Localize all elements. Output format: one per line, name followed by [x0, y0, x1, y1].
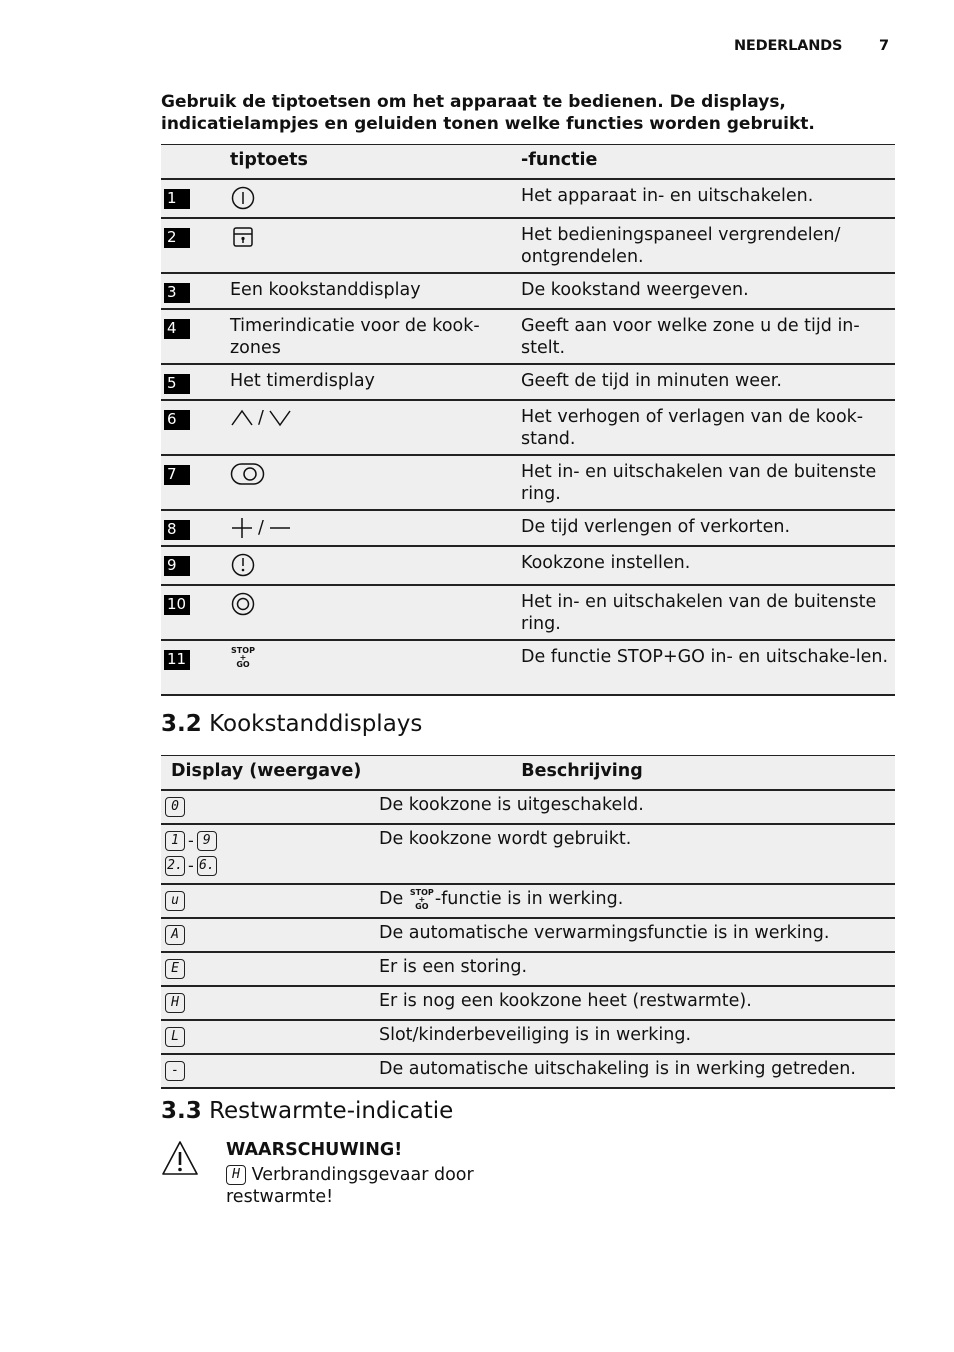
row-number: 2 — [164, 228, 190, 248]
slash-separator: / — [258, 518, 264, 538]
key-cell — [230, 546, 521, 585]
table-row — [161, 918, 895, 952]
function-cell: Geeft de tijd in minuten weer. — [521, 364, 895, 400]
segment-display: 9 — [197, 831, 217, 851]
function-cell: Kookzone instellen. — [521, 546, 895, 585]
table-row — [161, 790, 895, 824]
intro-text: Gebruik de tiptoetsen om het apparaat te bedienen. De displays, indicatielampjes en geluiden tonen welke functies worden gebruikt. — [161, 92, 815, 134]
table-row — [161, 364, 895, 400]
table-row — [161, 309, 895, 364]
key-cell — [230, 179, 521, 218]
segment-display: H — [226, 1165, 246, 1185]
description-cell: Er is een storing. — [379, 952, 895, 986]
table-row — [161, 1020, 895, 1054]
slash-separator: / — [258, 408, 264, 428]
header-display: Display (weergave) — [161, 756, 379, 791]
row-number: 5 — [164, 374, 190, 394]
row-number: 8 — [164, 520, 190, 540]
row-number: 3 — [164, 283, 190, 303]
chevron-down-icon — [268, 406, 292, 430]
table-row — [161, 585, 895, 640]
description-cell: Er is nog een kookzone heet (restwarmte). — [379, 986, 895, 1020]
key-cell — [230, 400, 521, 455]
go-text: GO — [236, 659, 250, 669]
minus-icon — [268, 516, 292, 540]
page-header — [0, 38, 954, 58]
go-text: GO — [415, 901, 429, 911]
key-cell: Het timerdisplay — [230, 364, 521, 400]
double-ring-icon — [230, 591, 256, 617]
range-separator: - — [188, 831, 194, 850]
table-row — [161, 986, 895, 1020]
page-number: 7 — [879, 38, 890, 54]
row-number: 6 — [164, 410, 190, 430]
description-cell: De kookzone is uitgeschakeld. — [379, 790, 895, 824]
row-number: 10 — [164, 595, 190, 615]
function-cell: De kookstand weergeven. — [521, 273, 895, 309]
table-row — [161, 400, 895, 455]
function-cell: Het verhogen of verlagen van de kook-stand. — [521, 400, 895, 455]
function-cell: Geeft aan voor welke zone u de tijd in-stelt. — [521, 309, 895, 364]
table-row — [161, 273, 895, 309]
plus-icon — [230, 516, 254, 540]
key-cell: Een kookstanddisplay — [230, 273, 521, 309]
function-cell: De tijd verlengen of verkorten. — [521, 510, 895, 546]
stop-text: STOP — [409, 887, 434, 897]
stop-text: STOP — [231, 645, 255, 655]
segment-display: 0 — [165, 797, 185, 817]
segment-display: u — [165, 891, 185, 911]
range-separator: - — [188, 856, 194, 875]
warning-title: WAARSCHUWING! — [226, 1140, 403, 1160]
controls-table — [161, 144, 895, 696]
key-cell — [230, 640, 521, 695]
segment-display: E — [165, 959, 185, 979]
description-cell: De kookzone wordt gebruikt. — [379, 824, 895, 884]
chevron-up-icon — [230, 406, 254, 430]
key-cell — [230, 510, 521, 546]
timer-icon — [230, 552, 256, 578]
function-cell: Het apparaat in- en uitschakelen. — [521, 179, 895, 218]
key-cell — [230, 585, 521, 640]
warning-triangle-icon — [161, 1140, 199, 1176]
table-row — [161, 546, 895, 585]
key-cell — [230, 455, 521, 510]
display-table-header — [161, 756, 895, 791]
row-number: 7 — [164, 465, 190, 485]
section-number: 3.3 — [161, 1098, 202, 1124]
stop-go-icon — [230, 647, 256, 668]
key-cell: Timerindicatie voor de kook-zones — [230, 309, 521, 364]
segment-display: 2. — [165, 856, 185, 876]
section-title: Kookstanddisplays — [209, 711, 423, 737]
table-row — [161, 884, 895, 918]
language-label: NEDERLANDS — [734, 38, 843, 54]
stop-go-icon — [409, 889, 435, 910]
function-cell: Het in- en uitschakelen van de buitenste ring. — [521, 585, 895, 640]
table-row — [161, 218, 895, 273]
function-cell: De functie STOP+GO in- en uitschake-len. — [521, 640, 895, 695]
table-row — [161, 952, 895, 986]
segment-display: - — [165, 1061, 185, 1081]
table-row — [161, 179, 895, 218]
table-row — [161, 824, 895, 884]
row-number: 9 — [164, 556, 190, 576]
function-cell: Het in- en uitschakelen van de buitenste ring. — [521, 455, 895, 510]
description-prefix: De — [379, 889, 404, 909]
section-title: Restwarmte-indicatie — [209, 1098, 454, 1124]
header-num — [161, 145, 230, 180]
key-cell — [230, 218, 521, 273]
function-cell: Het bedieningspaneel vergrendelen/ ontgrendelen. — [521, 218, 895, 273]
display-table — [161, 755, 895, 1089]
description-cell: De automatische uitschakeling is in werking getreden. — [379, 1054, 895, 1088]
oval-zone-icon — [230, 461, 266, 487]
plus-text: + — [239, 652, 247, 662]
row-number: 11 — [164, 650, 190, 670]
table-row — [161, 640, 895, 695]
warning-message: Verbrandingsgevaar door restwarmte! — [226, 1165, 474, 1207]
table-row — [161, 455, 895, 510]
segment-display: L — [165, 1027, 185, 1047]
description-cell: De automatische verwarmingsfunctie is in werking. — [379, 918, 895, 952]
header-key: tiptoets — [230, 145, 521, 180]
controls-table-header — [161, 145, 895, 180]
table-row — [161, 1054, 895, 1088]
segment-display: 6. — [197, 856, 217, 876]
header-function: -functie — [521, 145, 895, 180]
description-cell — [379, 884, 895, 918]
row-number: 1 — [164, 189, 190, 209]
section-heading-3-2 — [161, 711, 422, 737]
description-suffix: -functie is in werking. — [434, 889, 624, 909]
header-description: Beschrijving — [379, 756, 895, 791]
power-icon — [230, 185, 256, 211]
section-heading-3-3 — [161, 1098, 453, 1124]
lock-icon — [230, 224, 256, 250]
plus-text: + — [418, 894, 426, 904]
segment-display: H — [165, 993, 185, 1013]
row-number: 4 — [164, 319, 190, 339]
segment-display: A — [165, 925, 185, 945]
table-row — [161, 510, 895, 546]
warning-text — [226, 1164, 516, 1208]
segment-display: 1 — [165, 831, 185, 851]
description-cell: Slot/kinderbeveiliging is in werking. — [379, 1020, 895, 1054]
section-number: 3.2 — [161, 711, 202, 737]
